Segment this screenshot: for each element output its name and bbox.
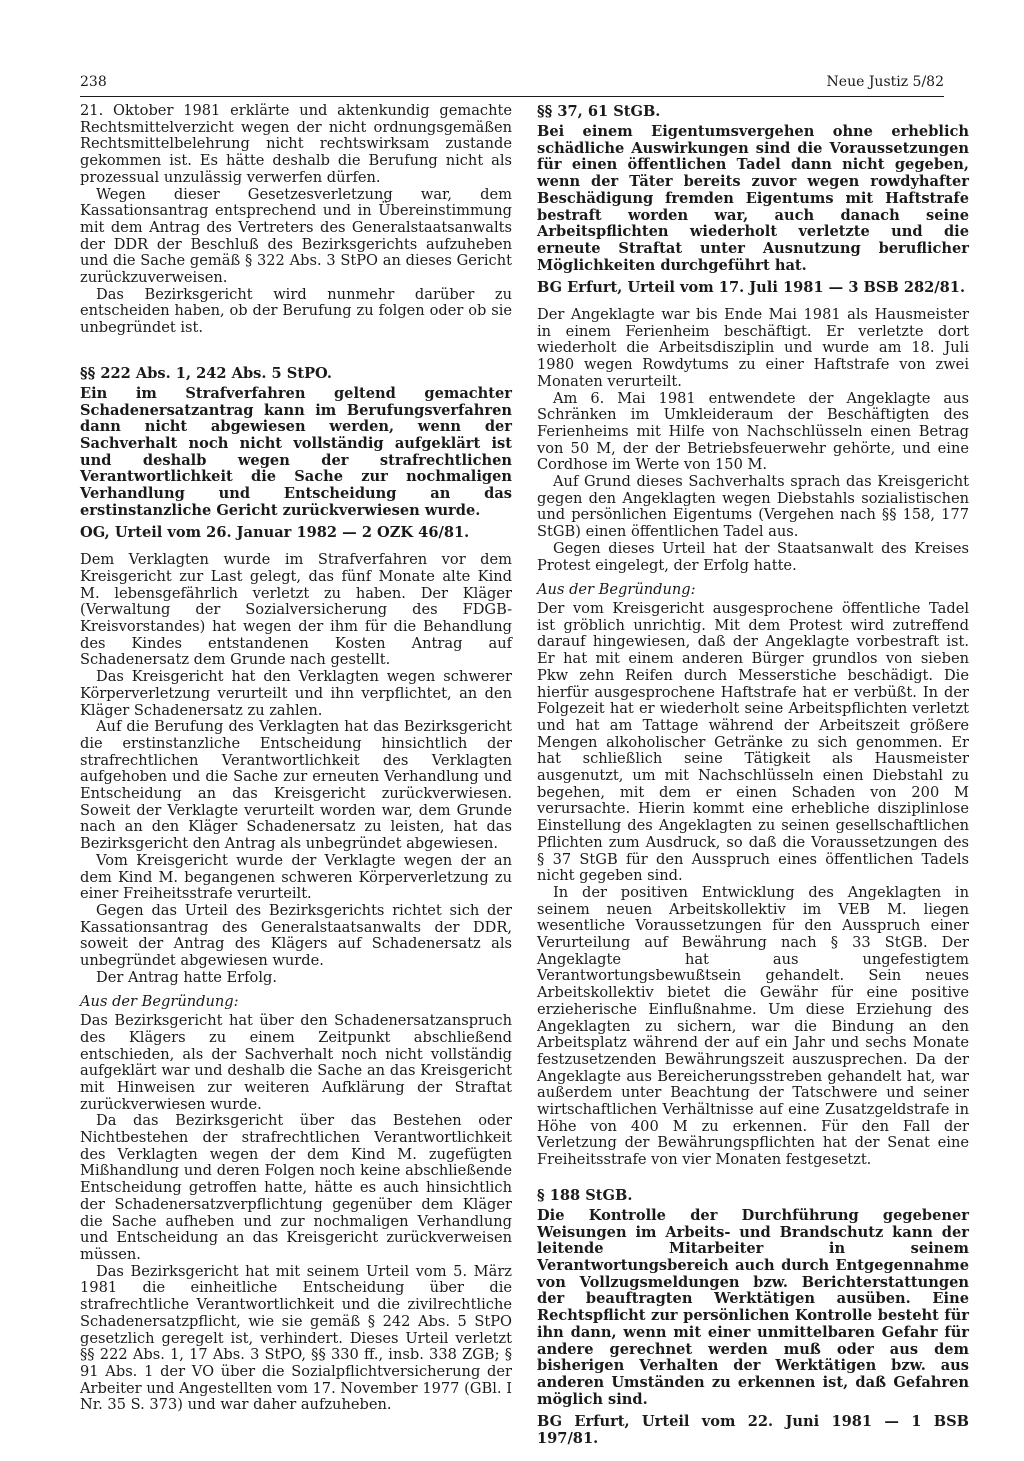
case-citation: BG Erfurt, Urteil vom 22. Juni 1981 — 1 BSB 197/81. <box>537 1413 969 1448</box>
reasoning-label: Aus der Begründung: <box>537 581 696 599</box>
paragraph: Auf Grund dieses Sachverhalts sprach das Kreisgericht gegen den Angeklagten wegen Diebstahls sozialistischen und persönlichen Eigentums (Vergehen nach §§ 158, 177 StGB) einen öffentlichen Tadel aus. <box>537 473 969 541</box>
page-number: 238 <box>80 74 107 90</box>
leitsatz: Die Kontrolle der Durchführung gegebener Weisungen im Arbeits- und Brandschutz kann der leitende Mitarbeiter in seinem Verantwortungsbereich auch durch Entgegennahme von Vollzugsmeldungen bzw. Berichterstattungen der beauftragten Werktätigen ausüben. Eine Rechtspflicht zur persönlichen Kontrolle besteht für ihn dann, wenn mit einer unmittelbaren Gefahr für andere gerechnet werden muß oder aus dem bisherigen Verhalten der Werktätigen bzw. aus anderen Umständen zu erkennen ist, daß Gefahren möglich sind. <box>537 1206 969 1408</box>
paragraph: Gegen dieses Urteil hat der Staatsanwalt des Kreises Protest eingelegt, der Erfolg hatte. <box>537 539 969 574</box>
right-column <box>537 103 969 1458</box>
paragraph: In der positiven Entwicklung des Angeklagten in seinem neuen Arbeitskollektiv im VEB M. liegen wesentliche Voraussetzungen für den Ausspruch einer Verurteilung auf Bewährung nach § 33 StGB. Der Angeklagte hat aus ungefestigtem Verantwortungsbewußtsein gehandelt. Sein neues Arbeitskollektiv bietet die Gewähr für eine positive erzieherische Einflußnahme. Um diese Erziehung des Angeklagten zu sichern, war die Bindung an den Arbeitsplatz während der auf ein Jahr und sechs Monate festzusetzenden Bewährungszeit auszusprechen. Da der Angeklagte aus Bereicherungsstreben gehandelt hat, war außerdem unter Beachtung der Tatschwere und seiner wirtschaftlichen Verhältnisse auf eine Zusatzgeldstrafe in Höhe von 400 M zu erkennen. Für den Fall der Verletzung der Bewährungspflichten hat der Senat eine Freiheitsstrafe von vier Monaten festgesetzt. <box>537 883 969 1169</box>
reasoning-label: Aus der Begründung: <box>80 993 239 1011</box>
section-heading: §§ 37, 61 StGB. <box>537 103 661 120</box>
page-header <box>80 74 944 97</box>
paragraph: Der Angeklagte war bis Ende Mai 1981 als Hausmeister in einem Ferienheim beschäftigt. Er verletzte dort wiederholt die Arbeitsdisziplin und wurde am 18. Juli 1980 wegen Rowdytums zu einer Haftstrafe von zwei Monaten verurteilt. <box>537 306 969 390</box>
paragraph: Das Kreisgericht hat den Verklagten wegen schwerer Körperverletzung verurteilt und ihn verpflichtet, an den Kläger Schadenersatz zu zahlen. <box>80 668 512 719</box>
left-column <box>80 103 512 1414</box>
paragraph: Das Bezirksgericht wird nunmehr darüber zu entscheiden haben, ob der Berufung zu folgen oder ob sie unbegründet ist. <box>80 285 512 337</box>
leitsatz: Ein im Strafverfahren geltend gemachter Schadenersatzantrag kann im Berufungsverfahren dann nicht abgewiesen werden, wenn der Sachverhalt noch nicht vollständig aufgeklärt ist und deshalb wegen der strafrechtlichen Verantwortlichkeit die Sache zur nochmaligen Verhandlung und Entscheidung an das erstinstanzliche Gericht zurückverwiesen wurde. <box>80 384 512 519</box>
journal-title: Neue Justiz 5/82 <box>826 74 944 90</box>
leitsatz: Bei einem Eigentumsvergehen ohne erheblich schädliche Auswirkungen sind die Voraussetzungen für einen öffentlichen Tadel dann nicht gegeben, wenn der Täter bereits zuvor wegen rowdyhafter Beschädigung fremden Eigentums mit Haftstrafe bestraft worden war, auch danach seine Arbeitspflichten wiederholt verletzte und die erneute Straftat unter Ausnutzung beruflicher Möglichkeiten durchgeführt hat. <box>537 123 969 274</box>
case-citation: BG Erfurt, Urteil vom 17. Juli 1981 — 3 BSB 282/81. <box>537 279 966 297</box>
paragraph: Das Bezirksgericht hat mit seinem Urteil vom 5. März 1981 die einheitliche Entscheidung über die strafrechtliche Verantwortlichkeit und die zivilrechtliche Schadenersatzpflicht, wie sie gemäß § 242 Abs. 5 StPO gesetzlich geregelt ist, verhindert. Dieses Urteil verletzt §§ 222 Abs. 1, 17 Abs. 3 StPO, §§ 330 ff., insb. 338 ZGB; § 91 Abs. 1 der VO über die Sozialpflichtversicherung der Arbeiter und Angestellten vom 17. November 1977 (GBl. I Nr. 35 S. 373) und war daher aufzuheben. <box>80 1262 512 1414</box>
case-citation: OG, Urteil vom 26. Januar 1982 — 2 OZK 46/81. <box>80 524 470 542</box>
paragraph: Vom Kreisgericht wurde der Verklagte wegen der an dem Kind M. begangenen schweren Körperverletzung zu einer Freiheitsstrafe verurteilt. <box>80 851 512 903</box>
paragraph: 21. Oktober 1981 erklärte und aktenkundig gemachte Rechtsmittelverzicht wegen der nicht ordnungsgemäßen Rechtsmittelbelehrung nicht rechtswirksam zustande gekommen ist. Es hätte deshalb die Berufung nicht als prozessual unzulässig verwerfen dürfen. <box>80 102 512 186</box>
paragraph: Am 6. Mai 1981 entwendete der Angeklagte aus Schränken im Umkleideraum der Beschäftigten des Ferienheims mit Hilfe von Nachschlüsseln einen Betrag von 50 M, der der Betriebsfeuerwehr gehörte, und eine Cordhose im Werte von 150 M. <box>537 389 969 474</box>
paragraph: Dem Verklagten wurde im Strafverfahren vor dem Kreisgericht zur Last gelegt, das fünf Monate alte Kind M. lebensgefährlich verletzt zu haben. Der Kläger (Verwaltung der Sozialversicherung des FDGB-Kreisvorstandes) hat wegen der ihm für die Behandlung des Kindes entstandenen Kosten Antrag auf Schadenersatz dem Grunde nach gestellt. <box>80 551 512 669</box>
paragraph: Der Antrag hatte Erfolg. <box>96 968 277 986</box>
spacer <box>537 1169 969 1187</box>
section-heading: § 188 StGB. <box>537 1186 633 1204</box>
paragraph: Das Bezirksgericht hat über den Schadenersatzanspruch des Klägers zu einem Zeitpunkt abschließend entschieden, als der Sachverhalt noch nicht vollständig aufgeklärt war und deshalb die Sache an das Kreisgericht mit Hinweisen zur weiteren Aufklärung der Straftat zurückverwiesen wurde. <box>80 1012 512 1113</box>
paragraph: Auf die Berufung des Verklagten hat das Bezirksgericht die erstinstanzliche Entscheidung hinsichtlich der strafrechtlichen Verantwortlichkeit des Verklagten aufgehoben und die Sache zur erneuten Verhandlung und Entscheidung an das Kreisgericht zurückverwiesen. Soweit der Verklagte verurteilt worden war, dem Grunde nach an den Kläger Schadenersatz zu leisten, hat das Bezirksgericht den Antrag als unbegründet abgewiesen. <box>80 718 512 853</box>
section-heading: §§ 222 Abs. 1, 242 Abs. 5 StPO. <box>80 364 332 382</box>
spacer <box>80 337 512 365</box>
paragraph: Gegen das Urteil des Bezirksgerichts richtet sich der Kassationsantrag des Generalstaatsanwalts der DDR, soweit der Antrag des Klägers auf Schadenersatz als unbegründet abgewiesen wurde. <box>80 901 512 970</box>
paragraph: Der vom Kreisgericht ausgesprochene öffentliche Tadel ist gröblich unrichtig. Mit dem Protest wird zutreffend darauf hingewiesen, daß der Angeklagte vorbestraft ist. Er hat mit einem anderen Bürger grundlos von sieben Pkw zehn Reifen durch Messerstiche beschädigt. Die hierfür ausgesprochene Haftstrafe hat er verbüßt. In der Folgezeit hat er wiederholt seine Arbeitspflichten verletzt und hat am Tattage während der Arbeitszeit größere Mengen alkoholischer Getränke zu sich genommen. Er hat schließlich seine Tätigkeit als Hausmeister ausgenutzt, um mit Nachschlüsseln einen Diebstahl zu begehen, mit dem er einen Schaden von 200 M verursachte. Hierin kommt eine erhebliche disziplinlose Einstellung des Angeklagten zu seinen gesellschaftlichen Pflichten zum Ausdruck, so daß die Voraussetzungen des § 37 StGB für den Ausspruch eines öffentlichen Tadels nicht gegeben sind. <box>537 599 969 885</box>
paragraph: Da das Bezirksgericht über das Bestehen oder Nichtbestehen der strafrechtlichen Verantwortlichkeit des Verklagten wegen der dem Kind M. zugefügten Mißhandlung und deren Folgen noch keine abschließende Entscheidung getroffen hatte, hätte es auch hinsichtlich der Schadenersatzverpflichtung gegenüber dem Kläger die Sache aufheben und zur nochmaligen Verhandlung und Entscheidung an das Kreisgericht zurückverweisen müssen. <box>80 1112 512 1263</box>
paragraph: Wegen dieser Gesetzesverletzung war, dem Kassationsantrag entsprechend und in Übereinstimmung mit dem Antrag des Vertreters des Generalstaatsanwalts der DDR der Beschluß des Bezirksgerichts aufzuheben und die Sache gemäß § 322 Abs. 3 StPO an dieses Gericht zurückzuverweisen. <box>80 185 512 287</box>
